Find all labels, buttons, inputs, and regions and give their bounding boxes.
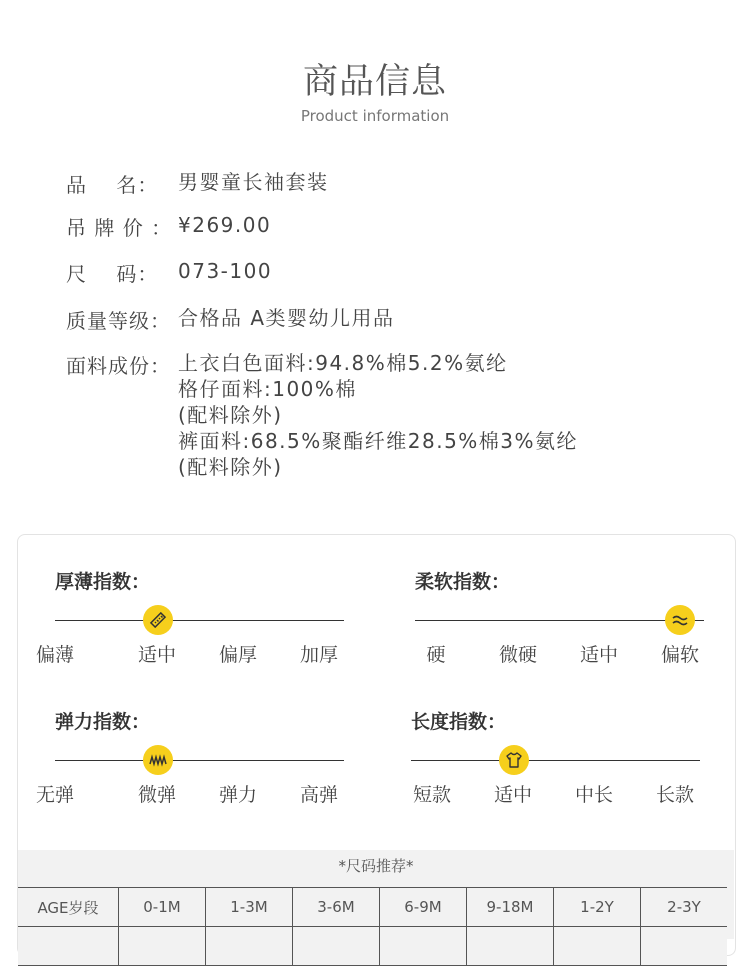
thickness-label: 偏厚 xyxy=(218,644,257,666)
length-scale-line xyxy=(411,760,700,761)
info-value-line: 男婴童长袖套装 xyxy=(178,170,329,194)
length-index-title: 长度指数： xyxy=(411,711,507,733)
page-subtitle: Product information xyxy=(300,107,450,125)
info-value-line: 裤面料:68.5%聚酯纤维28.5%棉3%氨纶 xyxy=(178,429,579,453)
table-row xyxy=(18,927,727,966)
info-row-fabric xyxy=(66,350,578,480)
softness-label: 硬 xyxy=(426,644,446,666)
table-cell xyxy=(467,927,554,966)
info-value-line: (配料除外) xyxy=(178,403,283,427)
thickness-label: 适中 xyxy=(137,644,176,666)
elasticity-label: 无弹 xyxy=(35,784,74,806)
table-cell xyxy=(206,927,293,966)
info-value-line: 合格品 A类婴幼儿用品 xyxy=(178,306,395,330)
age-cell: 9-18M xyxy=(467,888,554,927)
wave-icon xyxy=(665,605,695,635)
softness-label: 适中 xyxy=(579,644,618,666)
info-value xyxy=(178,169,329,198)
table-cell xyxy=(18,927,119,966)
info-value xyxy=(178,258,272,287)
info-value-line: ¥269.00 xyxy=(178,213,272,237)
softness-index-title: 柔软指数： xyxy=(415,571,511,593)
shirt-icon xyxy=(499,745,529,775)
softness-label: 微硬 xyxy=(498,644,537,666)
age-header-cell: AGE岁段 xyxy=(18,888,119,927)
thickness-index-title: 厚薄指数： xyxy=(55,571,151,593)
info-row-size xyxy=(66,258,272,287)
age-cell: 0-1M xyxy=(119,888,206,927)
age-cell: 6-9M xyxy=(380,888,467,927)
info-value-line: 073-100 xyxy=(178,259,273,283)
age-cell: 1-2Y xyxy=(554,888,641,927)
elasticity-label: 弹力 xyxy=(218,784,257,806)
ruler-icon xyxy=(143,605,173,635)
age-cell: 1-3M xyxy=(206,888,293,927)
elasticity-label: 高弹 xyxy=(299,784,338,806)
info-label: 尺 码： xyxy=(66,262,159,286)
info-label: 品 名： xyxy=(66,173,159,197)
info-value xyxy=(178,350,578,480)
age-cell: 2-3Y xyxy=(641,888,728,927)
elasticity-scale-line xyxy=(55,760,344,761)
info-value-line: 格仔面料:100%棉 xyxy=(178,377,357,401)
info-row-price xyxy=(66,212,271,241)
info-label: 吊 牌 价 ： xyxy=(66,216,173,240)
elasticity-label: 微弹 xyxy=(137,784,176,806)
thickness-label: 偏薄 xyxy=(35,644,74,666)
info-row-quality xyxy=(66,305,395,334)
table-cell xyxy=(119,927,206,966)
page-title: 商品信息 xyxy=(302,62,447,102)
table-cell xyxy=(380,927,467,966)
size-table xyxy=(18,887,727,966)
info-label: 质量等级： xyxy=(66,309,171,333)
spring-icon xyxy=(143,745,173,775)
length-label: 中长 xyxy=(574,784,613,806)
length-label: 短款 xyxy=(412,784,451,806)
table-row xyxy=(18,888,727,927)
thickness-scale-line xyxy=(55,620,344,621)
softness-label: 偏软 xyxy=(660,644,699,666)
thickness-label: 加厚 xyxy=(299,644,338,666)
size-recommendation-title: *尺码推荐* xyxy=(338,857,414,875)
table-cell xyxy=(293,927,380,966)
info-value xyxy=(178,212,271,241)
info-value-line: 上衣白色面料:94.8%棉5.2%氨纶 xyxy=(178,351,508,375)
info-value xyxy=(178,305,395,334)
table-cell xyxy=(554,927,641,966)
info-row-name xyxy=(66,169,329,198)
size-recommendation xyxy=(18,850,734,939)
length-label: 适中 xyxy=(493,784,532,806)
elasticity-index-title: 弹力指数： xyxy=(55,711,151,733)
softness-scale-line xyxy=(415,620,704,621)
table-cell xyxy=(641,927,728,966)
age-cell: 3-6M xyxy=(293,888,380,927)
info-label: 面料成份： xyxy=(66,354,171,378)
length-label: 长款 xyxy=(655,784,694,806)
info-value-line: (配料除外) xyxy=(178,455,283,479)
